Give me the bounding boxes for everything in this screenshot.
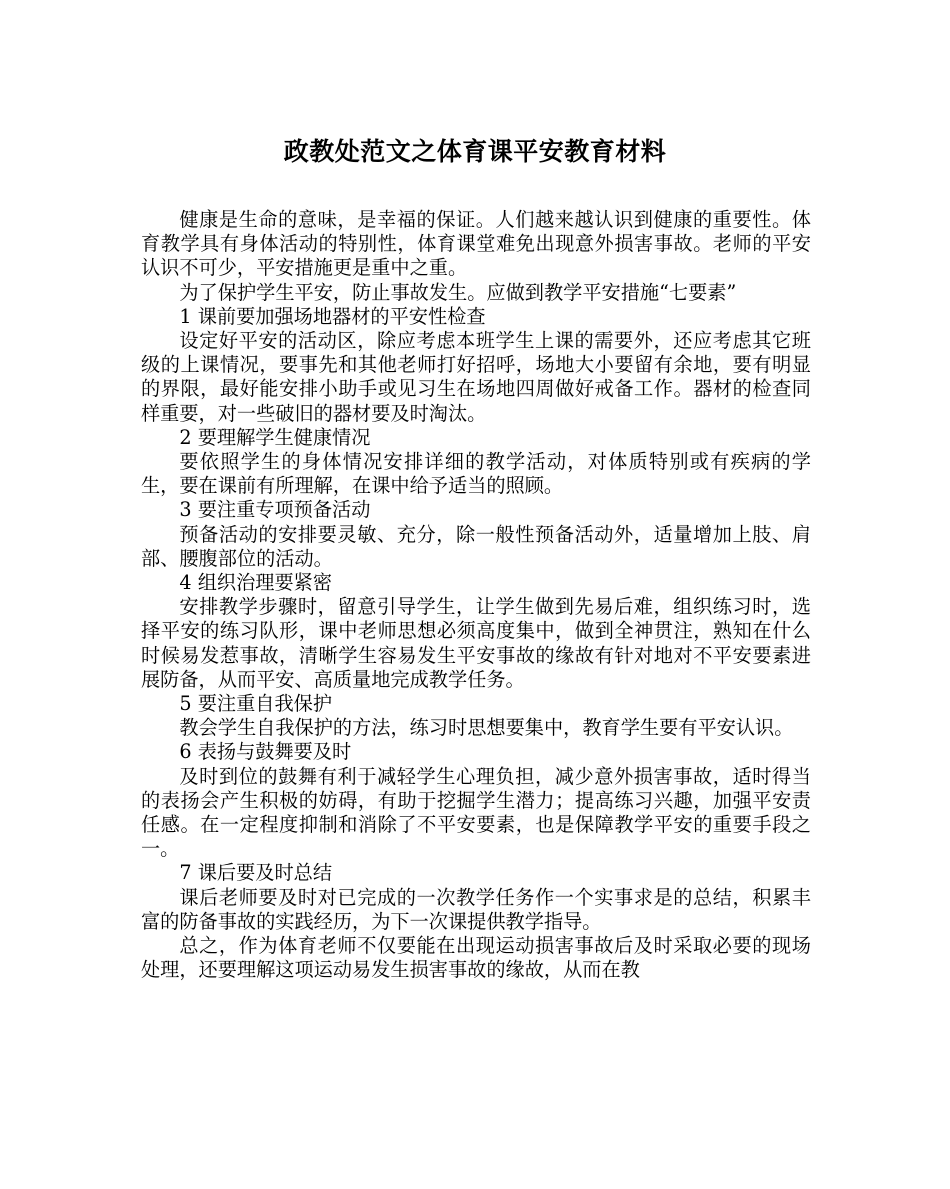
document-body: [141, 208, 811, 983]
heading-item-6: 6 表扬与鼓舞要及时: [179, 740, 352, 764]
paragraph-intro: 健康是生命的意味，是幸福的保证。人们越来越认识到健康的重要性。体育教学具有身体活动的特别性，体育课堂难免出现意外损害事故。老师的平安认识不可少，平安措施更是重中之重。: [141, 208, 811, 280]
paragraph-item-7: 课后老师要及时对已完成的一次教学任务作一个实事求是的总结，积累丰富的防备事故的实践经历，为下一次课提供教学指导。: [141, 885, 811, 933]
paragraph-item-2: 要依照学生的身体情况安排详细的教学活动，对体质特别或有疾病的学生，要在课前有所理解，在课中给予适当的照顾。: [141, 450, 811, 498]
heading-item-3: 3 要注重专项预备活动: [179, 498, 371, 522]
paragraph-item-1: 设定好平安的活动区，除应考虑本班学生上课的需要外，还应考虑其它班级的上课情况，要事先和其他老师打好招呼，场地大小要留有余地，要有明显的界限，最好能安排小助手或见习生在场地四周做好戒备工作。器材的检查同样重要，对一些破旧的器材要及时淘汰。: [141, 329, 811, 425]
heading-item-2: 2 要理解学生健康情况: [179, 425, 371, 449]
heading-item-4: 4 组织治理要紧密: [179, 571, 333, 595]
paragraph-item-3: 预备活动的安排要灵敏、充分，除一般性预备活动外，适量增加上肢、肩部、腰腹部位的活动。: [141, 522, 811, 570]
document-title: 政教处范文之体育课平安教育材料: [283, 137, 667, 166]
paragraph-item-4: 安排教学步骤时，留意引导学生，让学生做到先易后难，组织练习时，选择平安的练习队形，课中老师思想必须高度集中，做到全神贯注，熟知在什么时候易发惹事故，清晰学生容易发生平安事故的缘故有针对地对不平安要素进展防备，从而平安、高质量地完成教学任务。: [141, 595, 811, 691]
heading-item-7: 7 课后要及时总结: [179, 861, 333, 885]
paragraph-item-6: 及时到位的鼓舞有利于减轻学生心理负担，减少意外损害事故，适时得当的表扬会产生积极的妨碍，有助于挖掘学生潜力；提高练习兴趣，加强平安责任感。在一定程度抑制和消除了不平安要素，也是保障教学平安的重要手段之一。: [141, 764, 811, 861]
heading-item-5: 5 要注重自我保护: [179, 692, 333, 716]
paragraph-item-5: 教会学生自我保护的方法，练习时思想要集中，教育学生要有平安认识。: [179, 716, 794, 740]
paragraph-seven-elements: 为了保护学生平安，防止事故发生。应做到教学平安措施“七要素”: [179, 280, 737, 304]
heading-item-1: 1 课前要加强场地器材的平安性检查: [179, 304, 486, 328]
paragraph-conclusion: 总之，作为体育老师不仅要能在出现运动损害事故后及时采取必要的现场处理，还要理解这项运动易发生损害事故的缘故，从而在教: [141, 934, 811, 982]
